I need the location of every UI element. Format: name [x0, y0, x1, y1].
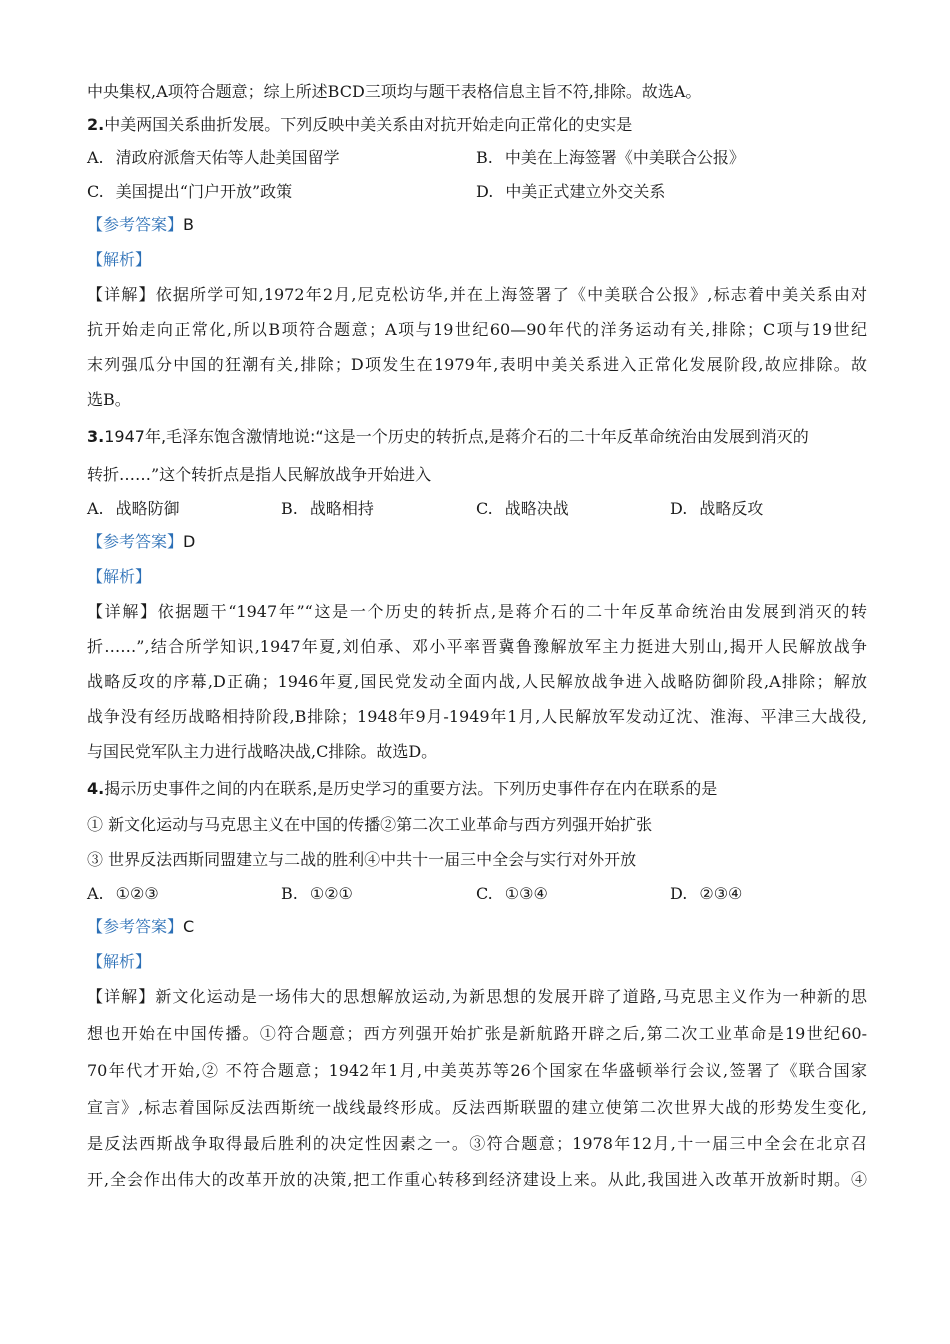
q4-answer — [87, 915, 867, 939]
q3-detail-line — [87, 600, 867, 624]
option-text: 战略防御 — [115, 499, 180, 518]
question-text: 中美两国关系曲折发展。下列反映中美关系由对抗开始走向正常化的史实是 — [104, 115, 633, 134]
paragraph-line: 70年代才开始,② 不符合题意；1942年1月,中美英苏等26个国家在华盛顿举行会议,签署了《联合国家 — [87, 1061, 867, 1080]
question-3-stem-cont: 转折……”这个转折点是指人民解放战争开始进入 — [87, 465, 432, 484]
question-4-stem — [87, 777, 867, 801]
paragraph-line: 抗开始走向正常化,所以B项符合题意；A项与19世纪60—90年代的洋务运动有关,排除；C项与19世纪 — [87, 320, 867, 339]
question-text: 揭示历史事件之间的内在联系,是历史学习的重要方法。下列历史事件存在内在联系的是 — [104, 779, 718, 798]
q2-detail-line — [87, 283, 867, 307]
detail-text: 依据所学可知,1972年2月,尼克松访华,并在上海签署了《中美联合公报》,标志着中美关系由对 — [155, 285, 867, 304]
paragraph-line: 战略反攻的序幕,D正确；1946年夏,国民党发动全面内战,人民解放战争进入战略防御阶段,A排除；解放 — [87, 672, 867, 691]
option-text: 战略决战 — [504, 499, 569, 518]
option-text: 中美在上海签署《中美联合公报》 — [504, 148, 745, 167]
option-letter: C. — [476, 499, 493, 518]
answer-value: D — [183, 532, 196, 551]
option-text: ①③④ — [504, 884, 548, 903]
detail-text: 新文化运动是一场伟大的思想解放运动,为新思想的发展开辟了道路,马克思主义作为一种新的思 — [155, 987, 867, 1006]
paragraph-line: 宣言》,标志着国际反法西斯统一战线最终形成。反法西斯联盟的建立使第二次世界大战的形势发生变化, — [87, 1098, 867, 1117]
paragraph-line: 战争没有经历战略相持阶段,B排除；1948年9月-1949年1月,人民解放军发动辽沈、淮海、平津三大战役, — [87, 707, 867, 726]
answer-value: B — [183, 215, 194, 234]
q4-analysis — [87, 950, 867, 974]
q4-item-line: ③ 世界反法西斯同盟建立与二战的胜利④中共十一届三中全会与实行对外开放 — [87, 850, 637, 869]
q2-option-c — [87, 180, 292, 204]
option-letter: D. — [670, 884, 688, 903]
q3-answer — [87, 530, 867, 554]
paragraph-line: 折……”,结合所学知识,1947年夏,刘伯承、邓小平率晋冀鲁豫解放军主力挺进大别山,揭开人民解放战争 — [87, 637, 867, 656]
q4-option-a — [87, 882, 159, 906]
answer-value: C — [183, 917, 195, 936]
q2-option-d — [476, 180, 665, 204]
option-text: 战略反攻 — [699, 499, 764, 518]
detail-tag: 【详解】 — [87, 987, 156, 1006]
question-text: 1947年,毛泽东饱含激情地说:“这是一个历史的转折点,是蒋介石的二十年反革命统治由发展到消灭的 — [104, 427, 809, 446]
option-letter: B. — [281, 884, 298, 903]
q4-item-line: ① 新文化运动与马克思主义在中国的传播②第二次工业革命与西方列强开始扩张 — [87, 815, 653, 834]
option-letter: B. — [476, 148, 493, 167]
analysis-tag: 【解析】 — [87, 567, 152, 586]
q2-option-b — [476, 146, 745, 170]
paragraph-line: 与国民党军队主力进行战略决战,C排除。故选D。 — [87, 742, 438, 761]
option-text: 中美正式建立外交关系 — [505, 182, 666, 201]
q3-option-d — [670, 497, 763, 521]
q3-option-a — [87, 497, 180, 521]
option-letter: C. — [87, 182, 104, 201]
option-letter: C. — [476, 884, 493, 903]
question-3-stem — [87, 425, 867, 449]
q4-option-d — [670, 882, 742, 906]
q2-option-a — [87, 146, 340, 170]
q2-answer — [87, 213, 867, 237]
paragraph-line: 末列强瓜分中国的狂潮有关,排除；D项发生在1979年,表明中美关系进入正常化发展阶段,故应排除。故 — [87, 355, 867, 374]
paragraph-line: 中央集权,A项符合题意；综上所述BCD三项均与题干表格信息主旨不符,排除。故选A。 — [87, 82, 702, 101]
question-number: 3. — [87, 427, 105, 446]
answer-tag: 【参考答案】 — [87, 917, 184, 936]
detail-tag: 【详解】 — [87, 602, 158, 621]
option-letter: D. — [670, 499, 688, 518]
q4-option-b — [281, 882, 353, 906]
answer-tag: 【参考答案】 — [87, 215, 184, 234]
option-letter: B. — [281, 499, 298, 518]
option-letter: A. — [87, 148, 104, 167]
option-text: ①②① — [309, 884, 353, 903]
option-text: 美国提出“门户开放”政策 — [115, 182, 293, 201]
question-2-stem — [87, 113, 867, 137]
q3-option-b — [281, 497, 374, 521]
question-number: 2. — [87, 115, 105, 134]
q2-analysis — [87, 248, 867, 272]
question-number: 4. — [87, 779, 105, 798]
option-text: ①②③ — [115, 884, 159, 903]
option-text: 清政府派詹天佑等人赴美国留学 — [115, 148, 340, 167]
paragraph-line: 想也开始在中国传播。①符合题意；西方列强开始扩张是新航路开辟之后,第二次工业革命是19世纪60- — [87, 1024, 867, 1043]
analysis-tag: 【解析】 — [87, 952, 152, 971]
analysis-tag: 【解析】 — [87, 250, 152, 269]
paragraph-line: 是反法西斯战争取得最后胜利的决定性因素之一。③符合题意；1978年12月,十一届三中全会在北京召 — [87, 1134, 867, 1153]
option-letter: D. — [476, 182, 494, 201]
option-letter: A. — [87, 499, 104, 518]
answer-tag: 【参考答案】 — [87, 532, 184, 551]
q3-option-c — [476, 497, 569, 521]
option-text: ②③④ — [699, 884, 743, 903]
q3-analysis — [87, 565, 867, 589]
detail-text: 依据题干“1947年”“这是一个历史的转折点,是蒋介石的二十年反革命统治由发展到消灭的转 — [157, 602, 867, 621]
detail-tag: 【详解】 — [87, 285, 156, 304]
q4-detail-line — [87, 985, 867, 1009]
q4-option-c — [476, 882, 548, 906]
option-letter: A. — [87, 884, 104, 903]
paragraph-line: 开,全会作出伟大的改革开放的决策,把工作重心转移到经济建设上来。从此,我国进入改革开放新时期。④ — [87, 1170, 867, 1189]
paragraph-line: 选B。 — [87, 390, 131, 409]
option-text: 战略相持 — [309, 499, 374, 518]
